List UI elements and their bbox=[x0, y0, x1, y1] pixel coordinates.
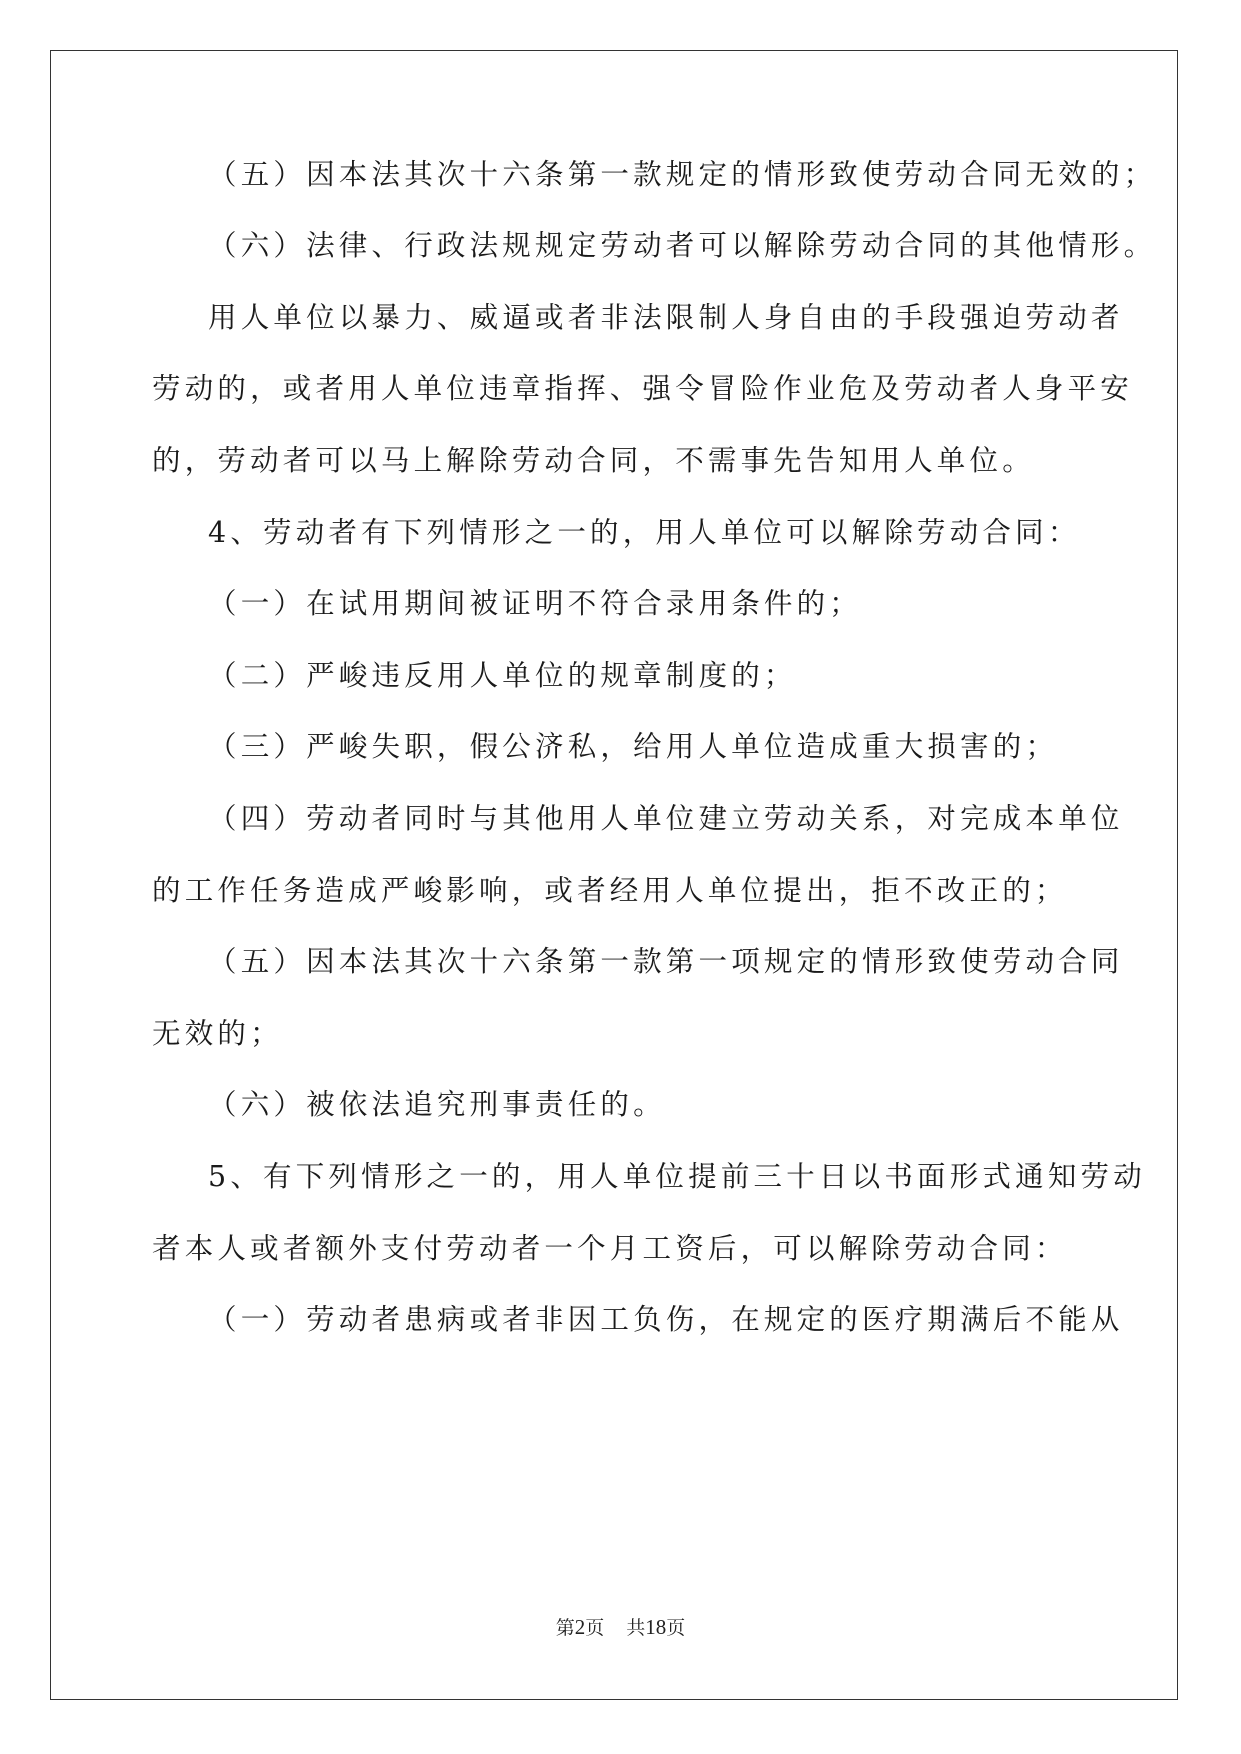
page-suffix: 页 bbox=[585, 1617, 605, 1639]
paragraph-line: 的工作任务造成严峻影响，或者经用人单位提出，拒不改正的； bbox=[152, 874, 1068, 907]
paragraph-line: （二）严峻违反用人单位的规章制度的； bbox=[208, 659, 797, 692]
paragraph-line: （一）劳动者患病或者非因工负伤，在规定的医疗期满后不能从 bbox=[208, 1303, 1124, 1336]
paragraph-line: （三）严峻失职，假公济私，给用人单位造成重大损害的； bbox=[208, 730, 1059, 763]
paragraph-line: （六）被依法追究刑事责任的。 bbox=[208, 1088, 666, 1121]
paragraph-line: （四）劳动者同时与其他用人单位建立劳动关系，对完成本单位 bbox=[208, 802, 1124, 835]
paragraph-line: （六）法律、行政法规规定劳动者可以解除劳动合同的其他情形。 bbox=[208, 229, 1157, 262]
paragraph-line: 的，劳动者可以马上解除劳动合同，不需事先告知用人单位。 bbox=[152, 444, 1035, 477]
paragraph-line: 5、有下列情形之一的，用人单位提前三十日以书面形式通知劳动 bbox=[208, 1160, 1146, 1193]
paragraph-line: 者本人或者额外支付劳动者一个月工资后，可以解除劳动合同： bbox=[152, 1232, 1068, 1265]
page-number: 2 bbox=[574, 1615, 586, 1639]
paragraph-line: 用人单位以暴力、威逼或者非法限制人身自由的手段强迫劳动者 bbox=[208, 301, 1124, 334]
page-indicator bbox=[556, 1617, 605, 1639]
paragraph-line: 无效的； bbox=[152, 1017, 283, 1050]
paragraph-line: 劳动的，或者用人单位违章指挥、强令冒险作业危及劳动者人身平安 bbox=[152, 372, 1134, 405]
total-pages: 18 bbox=[645, 1615, 667, 1639]
total-pages-indicator bbox=[626, 1617, 685, 1639]
page-footer bbox=[0, 1615, 1241, 1640]
paragraph-line: （五）因本法其次十六条第一款第一项规定的情形致使劳动合同 bbox=[208, 945, 1124, 978]
paragraph-line: （五）因本法其次十六条第一款规定的情形致使劳动合同无效的； bbox=[208, 158, 1157, 191]
total-suffix: 页 bbox=[666, 1617, 686, 1639]
paragraph-line: （一）在试用期间被证明不符合录用条件的； bbox=[208, 587, 863, 620]
paragraph-line: 4、劳动者有下列情形之一的，用人单位可以解除劳动合同： bbox=[208, 516, 1081, 549]
total-prefix: 共 bbox=[626, 1617, 646, 1639]
page-prefix: 第 bbox=[555, 1617, 575, 1639]
